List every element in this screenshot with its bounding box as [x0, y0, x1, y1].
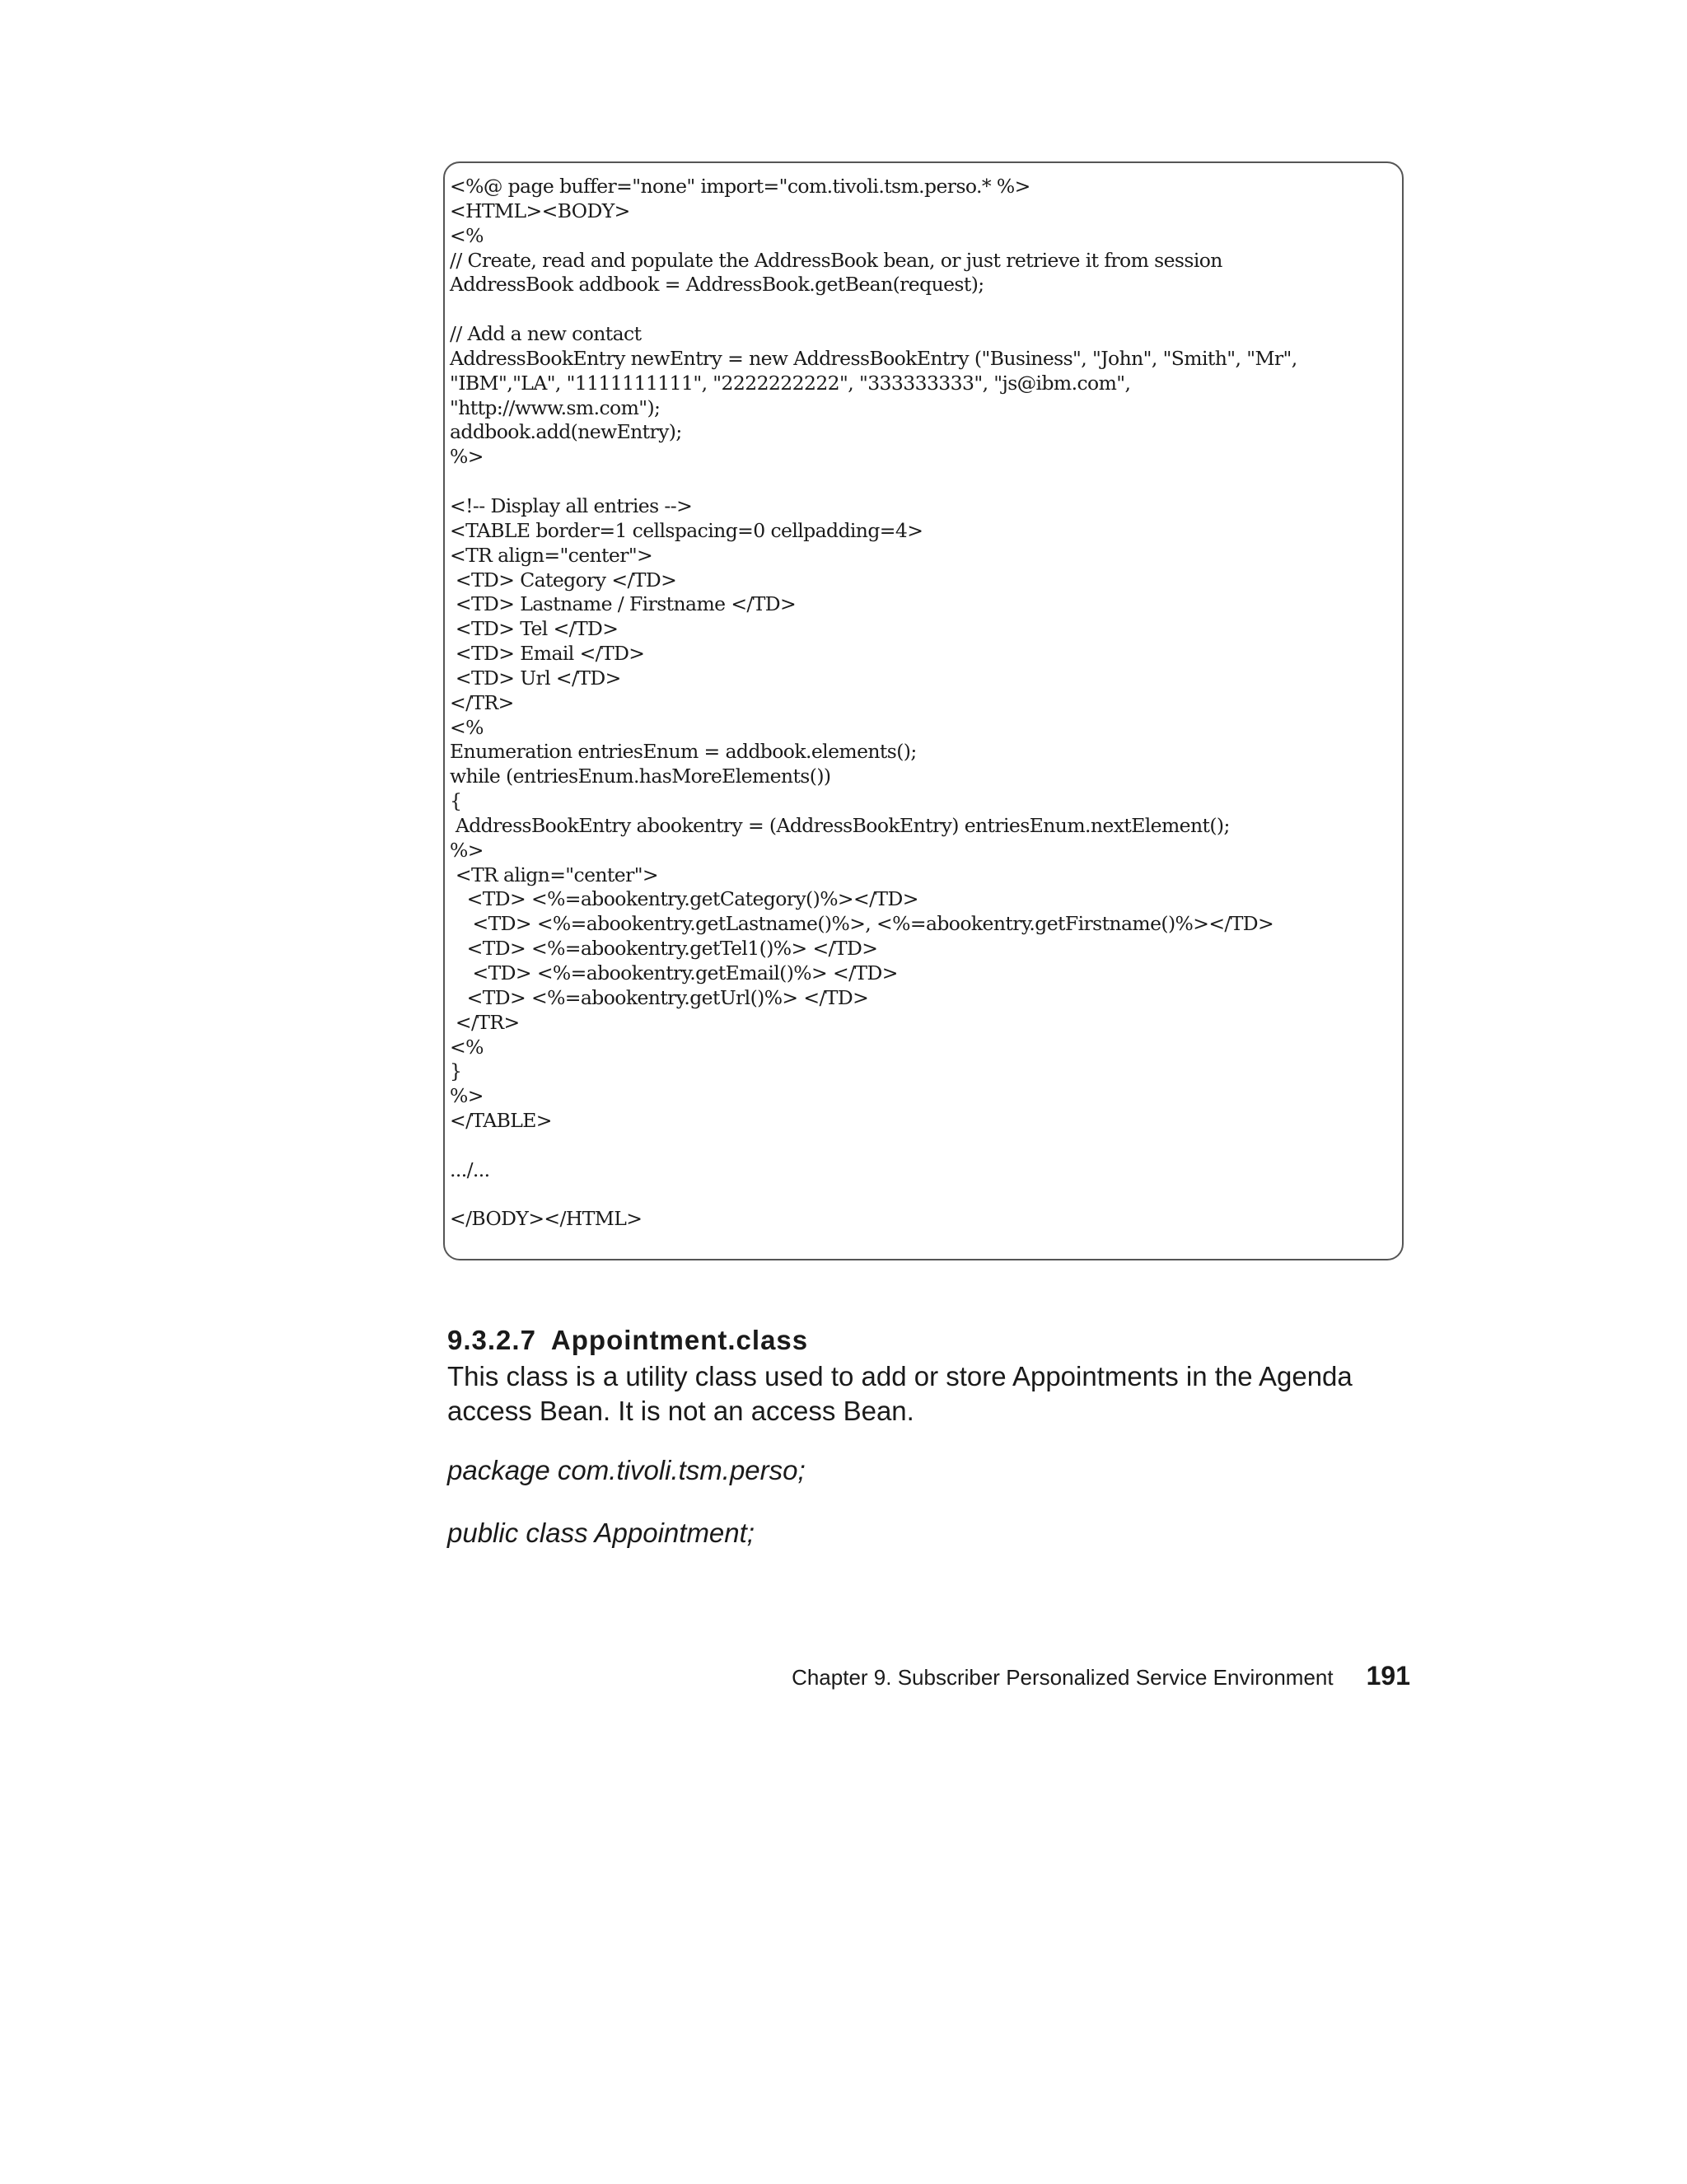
- page-footer: [741, 1661, 1410, 1691]
- code-line: <TD> <%=abookentry.getUrl()%> </TD>: [450, 985, 869, 1009]
- code-line: "IBM","LA", "1111111111", "2222222222", "333333333", "js@ibm.com",: [450, 371, 1131, 395]
- code-line: <TD> <%=abookentry.getCategory()%></TD>: [450, 887, 918, 911]
- section-number: 9.3.2.7: [447, 1325, 536, 1355]
- code-line: {: [450, 789, 462, 813]
- code-line: [450, 1183, 1297, 1208]
- code-line: AddressBookEntry newEntry = new AddressBookEntry ("Business", "John", "Smith", "Mr",: [450, 346, 1297, 370]
- class-declaration: public class Appointment;: [447, 1518, 755, 1548]
- code-line: <TD> Email </TD>: [450, 642, 645, 666]
- section-description: This class is a utility class used to add or store Appointments in the Agenda access Bean. It is not an access Bean.: [447, 1361, 1353, 1426]
- code-line: // Add a new contact: [450, 322, 642, 346]
- package-declaration: package com.tivoli.tsm.perso;: [447, 1455, 806, 1485]
- code-line: </BODY></HTML>: [450, 1207, 643, 1231]
- code-line: <%: [450, 715, 484, 739]
- code-line: .../...: [450, 1157, 490, 1181]
- code-line: AddressBookEntry abookentry = (AddressBookEntry) entriesEnum.nextElement();: [450, 813, 1230, 837]
- code-line: <%: [450, 223, 484, 247]
- code-line: // Create, read and populate the AddressBook bean, or just retrieve it from session: [450, 248, 1222, 272]
- code-line: while (entriesEnum.hasMoreElements()): [450, 765, 831, 788]
- code-line: %>: [450, 838, 484, 862]
- section-heading: [447, 1325, 808, 1356]
- footer-chapter-title: Chapter 9. Subscriber Personalized Service Environment: [792, 1665, 1334, 1690]
- code-line: "http://www.sm.com");: [450, 395, 661, 419]
- code-line: <%@ page buffer="none" import="com.tivoli.tsm.perso.* %>: [450, 175, 1030, 198]
- code-line: [450, 1134, 1297, 1158]
- code-line: <TD> Url </TD>: [450, 666, 621, 690]
- code-line: <TD> Tel </TD>: [450, 617, 619, 641]
- code-line: <HTML><BODY>: [450, 199, 630, 222]
- code-line: [450, 470, 1297, 494]
- code-line: <TD> <%=abookentry.getLastname()%>, <%=abookentry.getFirstname()%></TD>: [450, 912, 1274, 936]
- code-line: <TR align="center">: [450, 543, 653, 567]
- code-line: <TD> Lastname / Firstname </TD>: [450, 592, 797, 616]
- code-line: %>: [450, 1084, 484, 1108]
- code-listing-box: [443, 161, 1404, 1260]
- code-listing: [450, 175, 1297, 1232]
- code-line: AddressBook addbook = AddressBook.getBean(request);: [450, 273, 984, 297]
- code-line: </TR>: [450, 1010, 520, 1034]
- code-line: }: [450, 1059, 462, 1083]
- code-line: <TD> <%=abookentry.getTel1()%> </TD>: [450, 937, 878, 961]
- code-line: Enumeration entriesEnum = addbook.elements();: [450, 740, 917, 764]
- code-line: %>: [450, 445, 484, 469]
- section-title: Appointment.class: [550, 1325, 809, 1355]
- code-line: <%: [450, 1035, 484, 1059]
- code-line: addbook.add(newEntry);: [450, 420, 682, 444]
- code-line: <TD> Category </TD>: [450, 568, 677, 592]
- page-number: 191: [1366, 1661, 1410, 1691]
- code-line: <!-- Display all entries -->: [450, 493, 693, 517]
- code-line: </TABLE>: [450, 1109, 552, 1133]
- code-line: <TR align="center">: [450, 863, 659, 886]
- code-line: </TR>: [450, 690, 514, 714]
- code-line: [450, 297, 1297, 322]
- code-line: <TABLE border=1 cellspacing=0 cellpadding=4>: [450, 518, 923, 542]
- code-line: <TD> <%=abookentry.getEmail()%> </TD>: [450, 961, 898, 984]
